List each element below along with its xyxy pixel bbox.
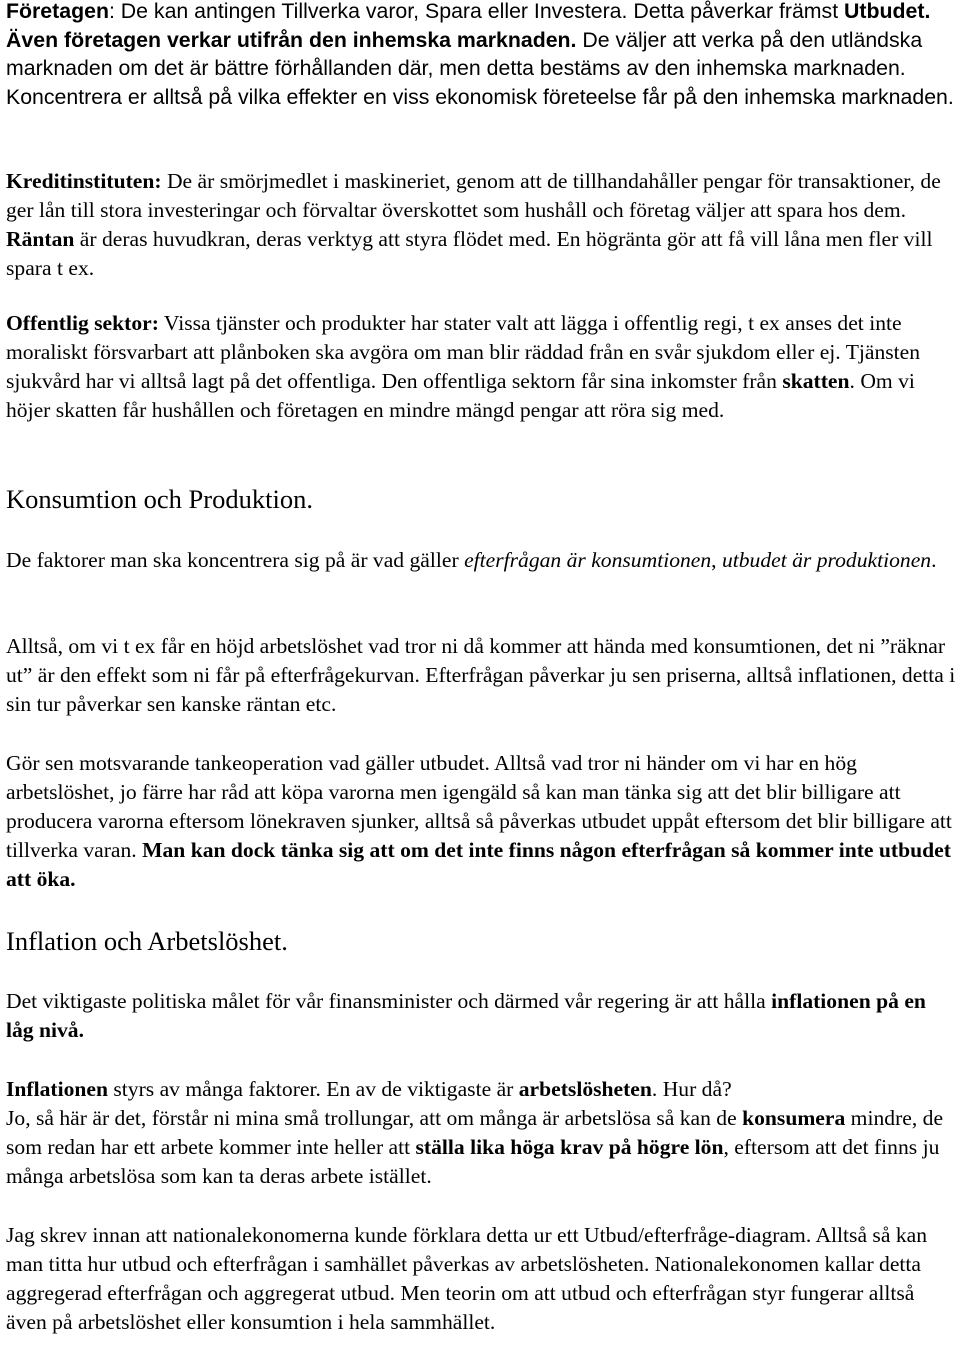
emphasis-conclusion: Man kan dock tänka sig att om det inte finns någon efterfrågan så kommer inte utbudet att öka. (6, 838, 951, 891)
term-rantan: Räntan (6, 227, 75, 251)
term-kreditinstituten: Kreditinstituten: (6, 169, 162, 193)
text: mindre, de som redan har ett arbete kommer inte heller att (6, 1106, 944, 1159)
term-foretagen: Företagen (6, 0, 109, 23)
text: . Om vi höjer skatten får hushållen och företagen en mindre mängd pengar att röra sig med. (6, 369, 915, 422)
emphasis-efterfragan: efterfrågan är konsumtionen (464, 548, 712, 572)
term-offentlig-sektor: Offentlig sektor: (6, 311, 159, 335)
text: , eftersom att det finns ju många arbetslösa som kan ta deras arbete istället. (6, 1135, 940, 1188)
term-skatten: skatten (782, 369, 850, 393)
paragraph-offentlig-sektor (6, 309, 956, 425)
heading-konsumtion-och-produktion: Konsumtion och Produktion. (6, 484, 313, 514)
paragraph-inflationen (6, 1075, 956, 1191)
emphasis-lonekrav: ställa lika höga krav på högre lön (415, 1135, 724, 1159)
emphasis-utbudet: utbudet är produktionen (721, 548, 932, 572)
text: är deras huvudkran, deras verktyg att styra flödet med. En högränta gör att få vill låna men fler vill spara t ex. (6, 227, 933, 280)
emphasis-inflationen: inflationen på en låg nivå. (6, 989, 926, 1042)
text: : De kan antingen Tillverka varor, Spara eller Investera. Detta påverkar främst (108, 0, 845, 23)
text: Det viktigaste politiska målet för vår finansminister och därmed vår regering är att hålla (6, 989, 772, 1013)
paragraph-viktigaste-malet (6, 987, 956, 1045)
text: styrs av många faktorer. En av de viktigaste är (108, 1077, 519, 1101)
text: . (931, 548, 937, 572)
paragraph-alltsa: Alltså, om vi t ex får en höjd arbetslöshet vad tror ni då kommer att hända med konsumtionen, det ni ”räknar ut” är den effekt som ni får på efterfrågekurvan. Efterfrågan påverkar ju sen priserna, alltså inflationen, detta i sin tur påverkar sen kanske räntan etc. (6, 634, 956, 716)
paragraph-faktorer (6, 546, 956, 575)
heading-inflation-och-arbetsloshet: Inflation och Arbetslöshet. (6, 926, 288, 956)
text: De väljer att verka på den utländska marknaden om det är bättre förhållanden där, men detta bestäms av den inhemska marknaden. Koncentrera er alltså på vilka effekter en viss ekonomisk företeelse får på den inhemska marknaden. (6, 27, 954, 110)
emphasis-utbudet: Utbudet. Även företagen verkar utifrån den inhemska marknaden. (6, 0, 931, 52)
text: Vissa tjänster och produkter har stater valt att lägga i offentlig regi, t ex anses det inte moraliskt försvarbart att plånboken ska avgöra om man blir räddad från en svår sjukdom eller ej. Tjänsten sjukvård har vi alltså lagt på det offentliga. Den offentliga sektorn får sina inkomster från (6, 311, 921, 393)
text: De faktorer man ska koncentrera sig på är vad gäller (6, 548, 465, 572)
paragraph-kreditinstituten (6, 167, 956, 283)
text: , (711, 548, 722, 572)
paragraph-jag-skrev: Jag skrev innan att nationalekonomerna kunde förklara detta ur ett Utbud/efterfråge-diagram. Alltså så kan man titta hur utbud och efterfrågan i samhället påverkas av arbetslösheten. Nationalekonomen kallar detta aggregerad efterfrågan och aggregerat utbud. Men teorin om att utbud och efterfrågan styr fungerar alltså även på arbetslöshet eller konsumtion i hela sammhället. (6, 1223, 927, 1334)
text: . Hur då? (651, 1077, 732, 1101)
text: Gör sen motsvarande tankeoperation vad gäller utbudet. Alltså vad tror ni händer om vi har en hög arbetslöshet, jo färre har råd att köpa varorna men igengäld så kan man tänka sig att det blir billigare att producera varorna eftersom lönekraven sjunker, alltså så påverkas utbudet uppåt eftersom det blir billigare att tillverka varan. (6, 751, 952, 862)
paragraph-gor-sen (6, 749, 956, 894)
text: Jo, så här är det, förstår ni mina små trollungar, att om många är arbetslösa så kan de (6, 1106, 743, 1130)
term-inflationen: Inflationen (6, 1077, 108, 1101)
term-arbetslosheten: arbetslösheten (518, 1077, 652, 1101)
term-konsumera: konsumera (742, 1106, 846, 1130)
paragraph-foretagen (6, 0, 956, 112)
text: De är smörjmedlet i maskineriet, genom att de tillhandahåller pengar för transaktioner, de ger lån till stora investeringar och förvaltar överskottet som hushåll och företag väljer att spara hos dem. (6, 169, 941, 222)
